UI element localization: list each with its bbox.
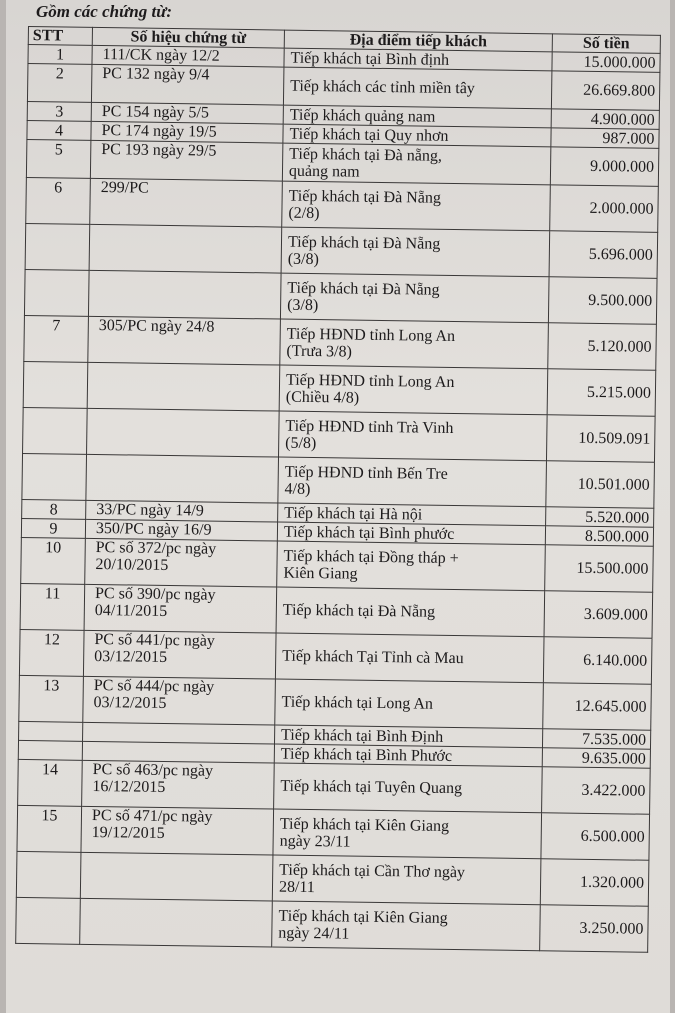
cell-location: Tiếp khách tại Đà Nẵng (2/8) [282,181,551,231]
cell-row-number: 5 [26,139,91,178]
cell-row-number: 2 [27,64,92,103]
cell-location: Tiếp HĐND tỉnh Bến Tre 4/8) [278,457,547,507]
cell-amount: 26.669.800 [551,71,660,111]
cell-row-number [25,223,90,270]
cell-row-number [24,269,89,316]
cell-row-number [16,897,81,944]
cell-document-number: PC số 471/pc ngày 19/12/2015 [81,806,274,855]
cell-document-number: PC số 463/pc ngày 16/12/2015 [82,760,275,809]
cell-amount: 5.120.000 [548,323,657,371]
cell-document-number: 33/PC ngày 14/9 [86,500,278,522]
cell-amount: 10.501.000 [546,461,655,509]
cell-row-number: 3 [27,101,91,121]
cell-amount: 15.000.000 [552,52,660,73]
cell-amount: 3.250.000 [540,905,649,953]
cell-amount: 5.696.000 [549,231,658,279]
table-body [16,45,660,953]
cell-amount: 9.000.000 [550,147,659,187]
cell-location: Tiếp khách các tỉnh miền tây [283,67,552,109]
cell-amount: 8.500.000 [545,526,653,547]
cell-row-number [22,453,87,500]
cell-amount: 1.320.000 [540,859,649,907]
cell-amount: 987.000 [551,128,659,149]
cell-location: Tiếp khách tại Kiên Giang ngày 23/11 [273,809,542,859]
cell-location: Tiếp khách tại Quy nhơn [283,124,551,147]
cell-row-number: 14 [18,759,83,806]
cell-location: Tiếp HĐND tỉnh Trà Vinh (5/8) [279,411,548,461]
cell-document-number: 111/CK ngày 12/2 [92,45,284,67]
document-heading: Gồm các chứng từ: [36,2,173,21]
cell-amount: 6.140.000 [543,637,652,685]
cell-amount: 4.900.000 [551,109,659,130]
cell-document-number [80,898,273,947]
cell-row-number: 9 [21,518,85,538]
table-row [16,897,649,952]
cell-document-number: 299/PC [90,178,283,227]
cell-location: Tiếp khách tại Long An [275,679,544,729]
cell-row-number [18,740,82,760]
cell-location: Tiếp khách tại Đà Nẵng [276,587,545,637]
cell-document-number [89,224,282,273]
cell-location: Tiếp khách tại Bình định [284,48,552,71]
cell-row-number: 11 [20,583,85,630]
cell-document-number: PC 154 ngày 5/5 [91,102,283,124]
cell-location: Tiếp khách tại Đà Nẵng (3/8) [280,273,549,323]
cell-document-number: PC 132 ngày 9/4 [91,64,284,105]
cell-location: Tiếp khách tại Hà nội [278,503,546,526]
cell-row-number [16,851,81,898]
cell-document-number: PC số 390/pc ngày 04/11/2015 [84,584,277,633]
cell-location: Tiếp khách tại Kiên Giang ngày 24/11 [272,901,541,951]
column-header-amount: Số tiền [552,34,660,54]
cell-row-number: 10 [21,537,86,584]
cell-amount: 15.500.000 [545,545,654,593]
cell-amount: 9.500.000 [548,277,657,325]
cell-row-number: 12 [19,629,84,676]
cell-document-number: PC 174 ngày 19/5 [91,121,283,143]
cell-location: Tiếp khách tại Bình Định [274,725,542,748]
cell-document-number: 305/PC ngày 24/8 [88,316,281,365]
voucher-table [15,26,661,953]
cell-location: Tiếp HĐND tỉnh Long An (Trưa 3/8) [280,319,549,369]
cell-amount: 7.535.000 [542,729,650,750]
cell-location: Tiếp khách tại Đà Nẵng (3/8) [281,227,550,277]
cell-amount: 3.422.000 [542,767,651,815]
cell-location: Tiếp khách tại Đà nẵng, quảng nam [282,143,551,185]
cell-amount: 6.500.000 [541,813,650,861]
cell-document-number [88,270,281,319]
cell-row-number: 1 [28,45,92,65]
cell-document-number: PC 193 ngày 29/5 [90,140,283,181]
column-header-location: Địa điểm tiếp khách [284,30,552,52]
column-header-stt: STT [28,27,92,46]
cell-document-number: 350/PC ngày 16/9 [85,519,277,541]
cell-row-number: 13 [19,675,84,722]
cell-location: Tiếp HĐND tỉnh Long An (Chiều 4/8) [279,365,548,415]
cell-location: Tiếp khách Tại Tỉnh cà Mau [275,633,544,683]
cell-amount: 10.509.091 [546,415,655,463]
cell-document-number: PC số 444/pc ngày 03/12/2015 [83,676,276,725]
cell-document-number [80,852,273,901]
cell-row-number [23,407,88,454]
cell-amount: 2.000.000 [550,185,659,233]
cell-location: Tiếp khách tại Tuyên Quang [274,763,543,813]
cell-row-number: 15 [17,805,82,852]
cell-location: Tiếp khách tại Đồng tháp + Kiên Giang [277,541,546,591]
cell-location: Tiếp khách tại Bình phước [277,522,545,545]
cell-row-number [23,361,88,408]
cell-document-number [86,454,279,503]
cell-row-number: 7 [24,315,89,362]
document-page [6,0,670,1013]
cell-row-number [19,721,83,741]
cell-location: Tiếp khách tại Cần Thơ ngày 28/11 [272,855,541,905]
cell-amount: 3.609.000 [544,591,653,639]
cell-document-number: PC số 441/pc ngày 03/12/2015 [83,630,276,679]
cell-location: Tiếp khách tại Bình Phước [274,744,542,767]
cell-amount: 12.645.000 [543,683,652,731]
cell-amount: 5.215.000 [547,369,656,417]
cell-amount: 5.520.000 [546,507,654,528]
cell-row-number: 4 [27,120,91,140]
cell-row-number: 8 [22,499,86,519]
cell-document-number [87,408,280,457]
cell-document-number [87,362,280,411]
cell-row-number: 6 [26,177,91,224]
cell-document-number: PC số 372/pc ngày 20/10/2015 [85,538,278,587]
cell-location: Tiếp khách quảng nam [283,105,551,128]
column-header-document-number: Số hiệu chứng từ [92,27,284,48]
cell-amount: 9.635.000 [542,748,650,769]
